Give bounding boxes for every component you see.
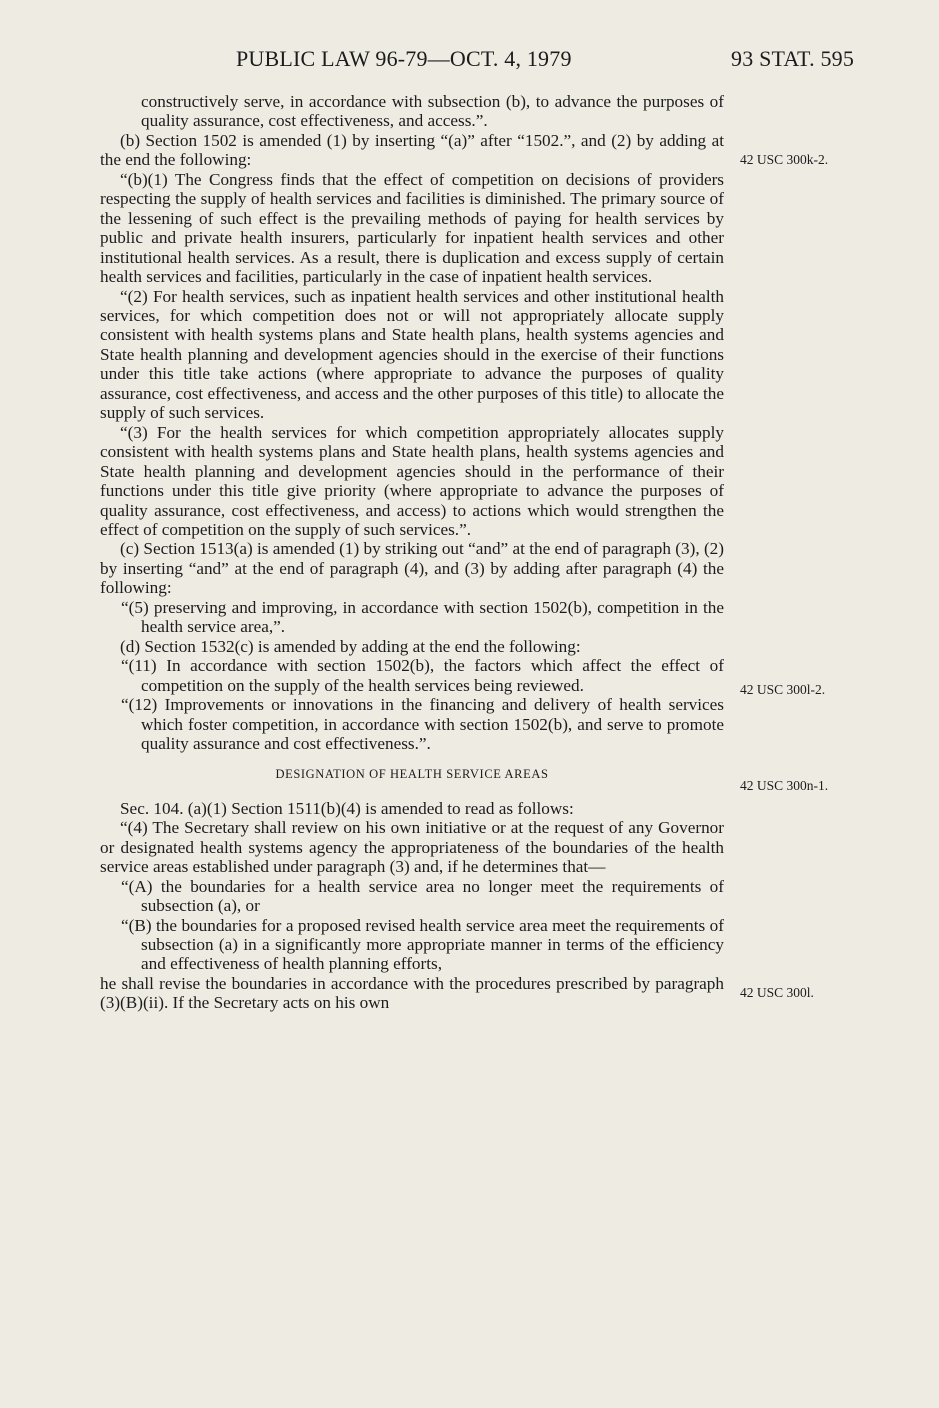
running-header-title: PUBLIC LAW 96-79—OCT. 4, 1979 <box>236 46 572 71</box>
body-text <box>100 92 724 1013</box>
paragraph: he shall revise the boundaries in accordance with the procedures prescribed by paragraph (3)(B)(ii). If the Secretary acts on his own <box>100 973 724 1013</box>
paragraph: “(5) preserving and improving, in accordance with section 1502(b), competition in the health service area,”. <box>121 597 724 637</box>
paragraph: (d) Section 1532(c) is amended by adding at the end the following: <box>120 636 581 656</box>
paragraph: “(3) For the health services for which competition appropriately allocates supply consistent with health systems plans and State health plans, health systems agencies and State health planning and development agencies should in the performance of their functions under this title give priority (where appropriate to advance the purposes of quality assurance, cost effectiveness, and access) to actions which would strengthen the effect of competition on the supply of such services.”. <box>100 422 724 539</box>
paragraph: “(11) In accordance with section 1502(b), the factors which affect the effect of competition on the supply of the health services being reviewed. <box>121 656 724 695</box>
margin-citation: 42 USC 300l. <box>740 985 814 1000</box>
margin-citation: 42 USC 300n-1. <box>740 778 829 793</box>
running-header-page: 93 STAT. 595 <box>731 46 855 71</box>
paragraph: “(2) For health services, such as inpatient health services and other institutional health services, for which competition does not or will not appropriately allocate supply consistent with health systems plans and State health plans, health systems agencies and State health planning and development agencies should in the exercise of their functions under this title take actions (where appropriate to advance the purposes of quality assurance, cost effectiveness, and access and the other purposes of this title) to allocate the supply of such services. <box>100 286 724 423</box>
paragraph: (b) Section 1502 is amended (1) by inserting “(a)” after “1502.”, and (2) by adding at the end the following: <box>100 130 724 170</box>
section-heading: DESIGNATION OF HEALTH SERVICE AREAS <box>275 767 549 782</box>
paragraph: “(12) Improvements or innovations in the financing and delivery of health services which foster competition, in accordance with section 1502(b), and serve to promote quality assurance and cost effectiveness.”. <box>121 695 724 753</box>
margin-citation: 42 USC 300l-2. <box>740 682 826 697</box>
paragraph: “(A) the boundaries for a health service area no longer meet the requirements of subsection (a), or <box>121 876 724 916</box>
paragraph: constructively serve, in accordance with subsection (b), to advance the purposes of quality assurance, cost effectiveness, and access.”. <box>141 92 724 131</box>
paragraph: “(B) the boundaries for a proposed revised health service area meet the requirements of subsection (a) in a significantly more appropriate manner in terms of the efficiency and effectiveness of health planning efforts, <box>121 915 724 974</box>
paragraph: “(b)(1) The Congress finds that the effect of competition on decisions of providers respecting the supply of health services and facilities is diminished. The primary source of the lessening of such effect is the prevailing methods of paying for health services by public and private health insurers, particularly for inpatient health services and other institutional health services. As a result, there is duplication and excess supply of certain health services and facilities, particularly in the case of inpatient health services. <box>100 169 724 287</box>
paragraph: Sec. 104. (a)(1) Section 1511(b)(4) is amended to read as follows: <box>120 798 574 818</box>
paragraph: (c) Section 1513(a) is amended (1) by striking out “and” at the end of paragraph (3), (2) by inserting “and” at the end of paragraph (4), and (3) by adding after paragraph (4) the following: <box>100 539 724 598</box>
margin-citation: 42 USC 300k-2. <box>740 152 829 167</box>
paragraph: “(4) The Secretary shall review on his own initiative or at the request of any Governor or designated health systems agency the appropriateness of the boundaries of the health service areas established under paragraph (3) and, if he determines that— <box>100 818 724 877</box>
